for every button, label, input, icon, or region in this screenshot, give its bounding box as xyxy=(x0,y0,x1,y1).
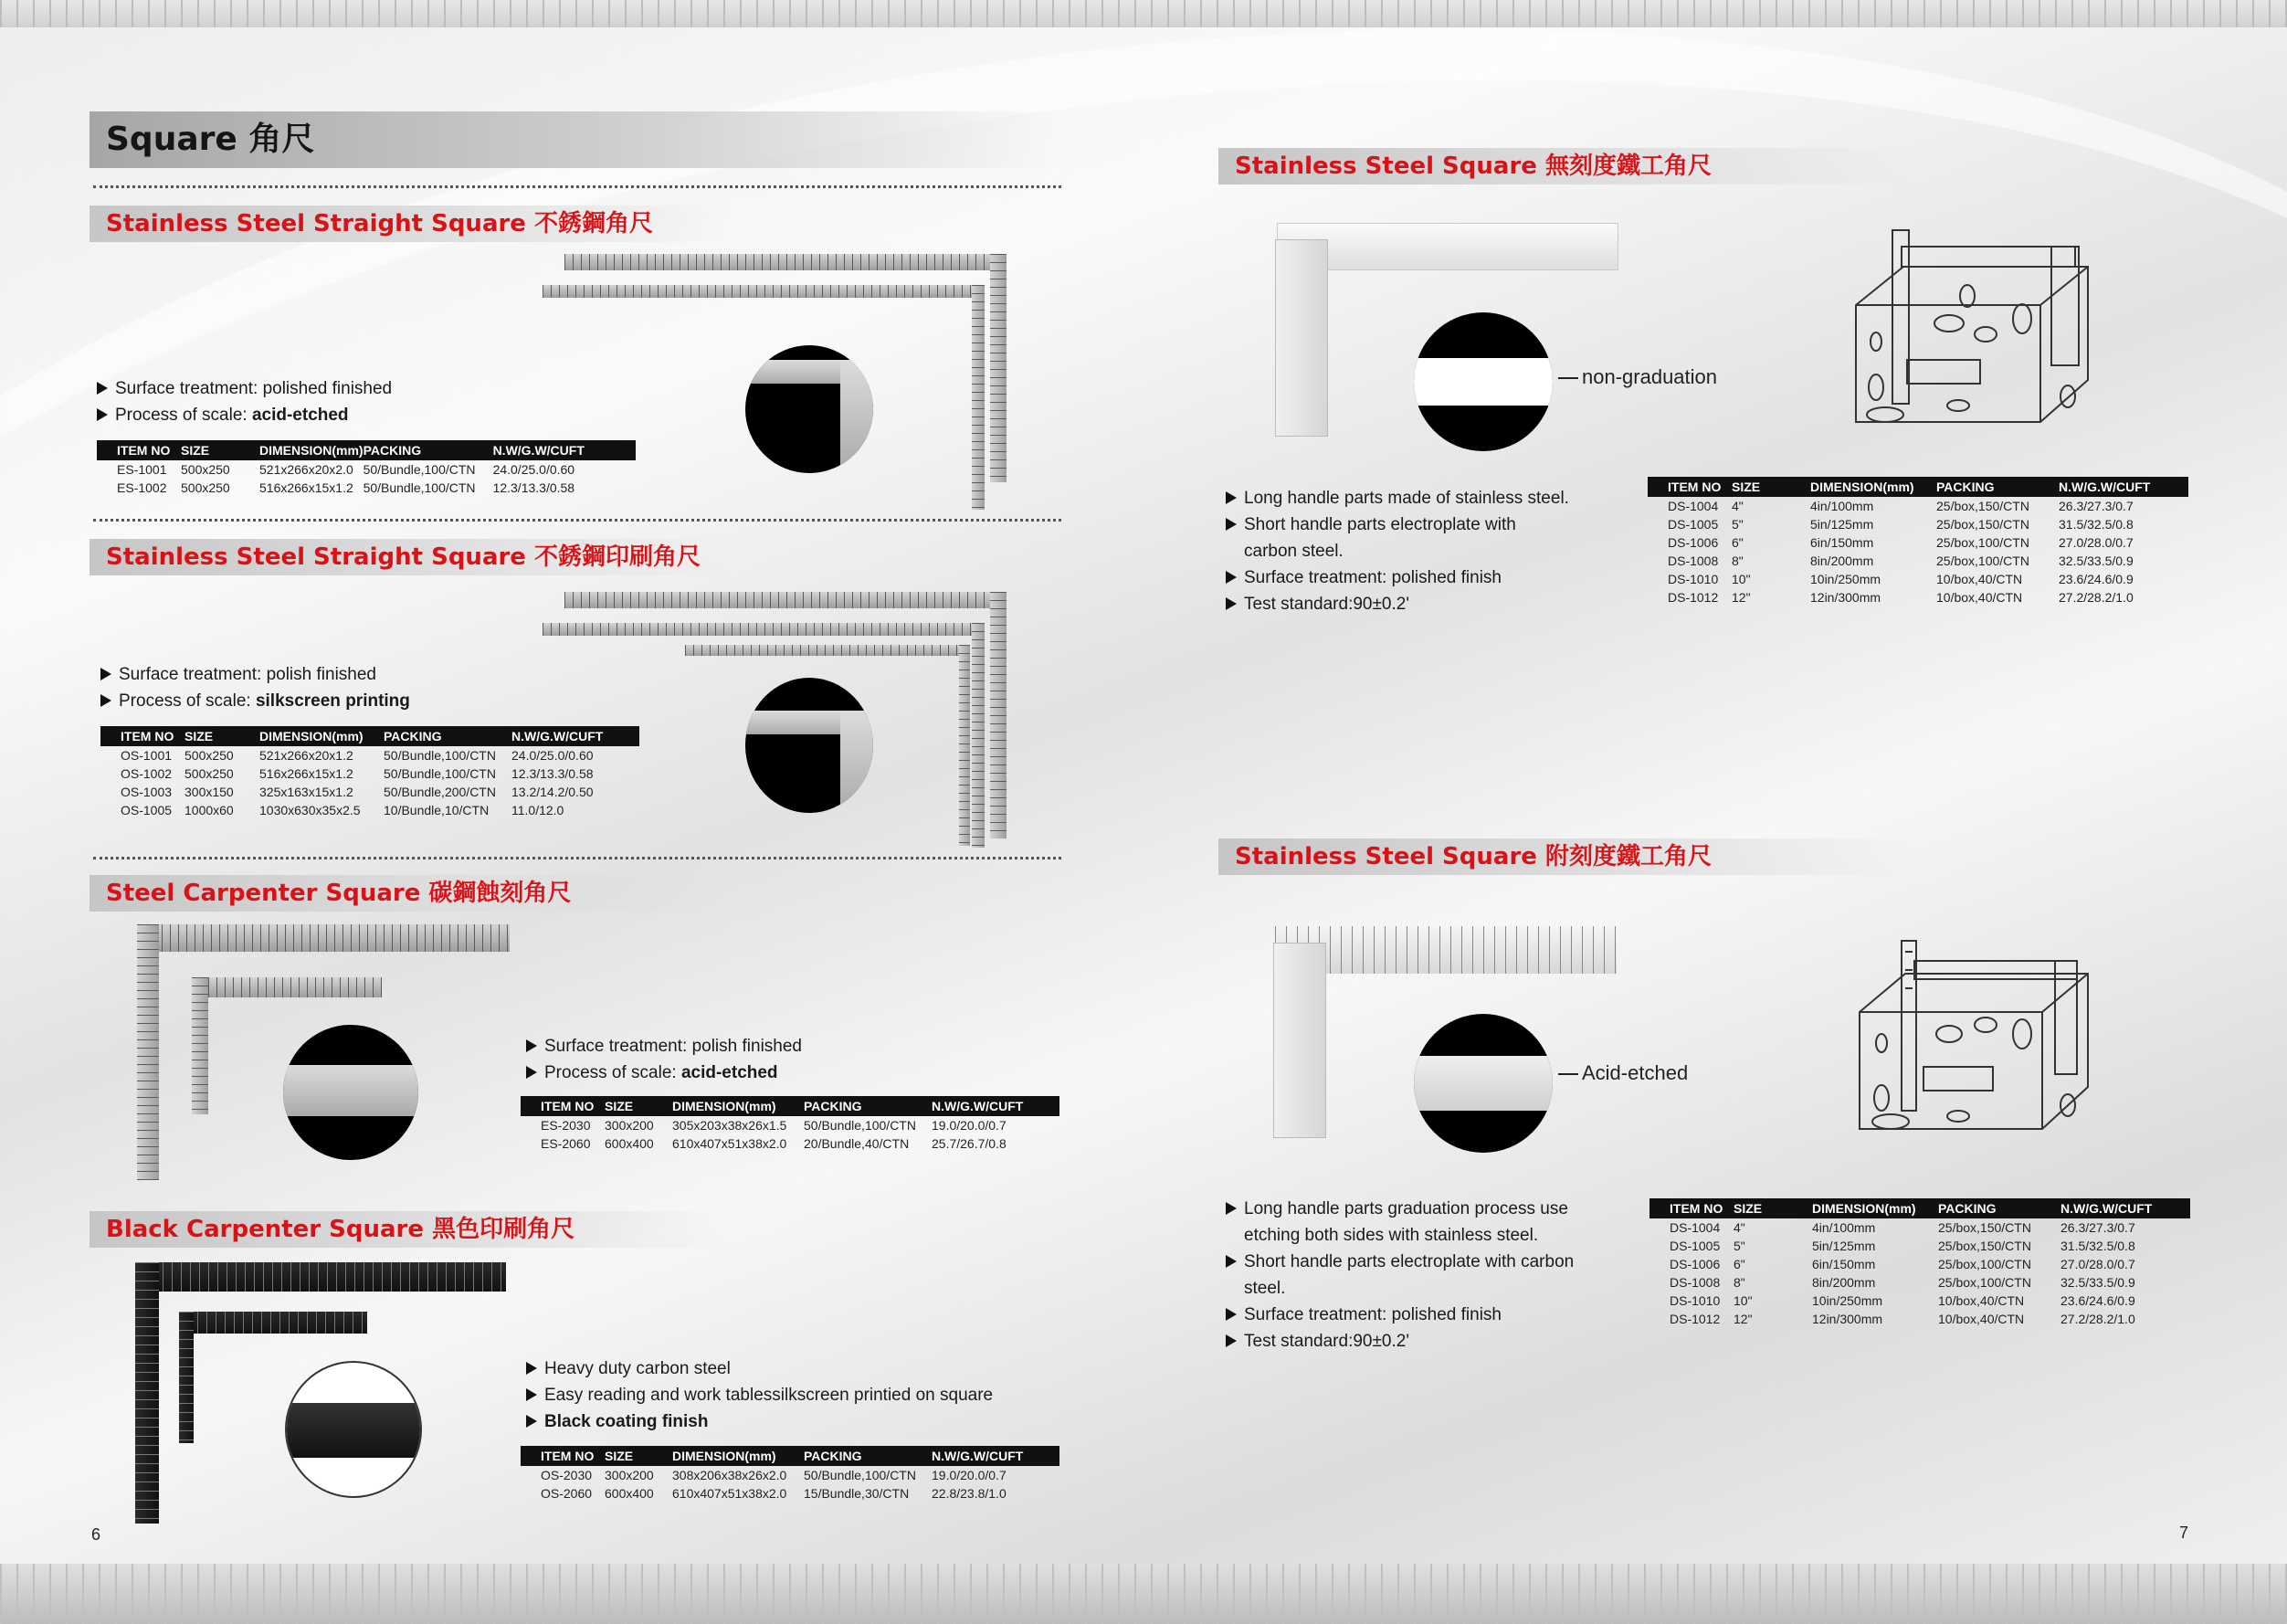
top-ruler-border xyxy=(0,0,2287,27)
page-title: Square 角尺 xyxy=(90,111,1059,168)
table-row: DS-1006 6" 6in/150mm 25/box,100/CTN 27.0/28.0/0.7 xyxy=(1670,1257,2135,1271)
feature-item: Easy reading and work tablessilkscreen printied on square xyxy=(524,1382,993,1408)
feature-item: Surface treatment: polish finished xyxy=(524,1033,802,1060)
feature-list xyxy=(524,1355,993,1435)
feature-item: Long handle parts graduation process use xyxy=(1224,1196,1574,1222)
table-row: DS-1008 8" 8in/200mm 25/box,100/CTN 32.5/33.5/0.9 xyxy=(1668,554,2134,568)
divider xyxy=(93,185,1061,188)
spec-table xyxy=(521,1096,1059,1153)
table-header-row: ITEM NO SIZE DIMENSION(mm) PACKING N.W/G.W/CUFT xyxy=(1649,1198,2190,1218)
table-row: DS-1008 8" 8in/200mm 25/box,100/CTN 32.5/33.5/0.9 xyxy=(1670,1275,2135,1290)
feature-item: carbon steel. xyxy=(1244,542,1344,561)
feature-item: Process of scale: acid-etched xyxy=(95,402,392,428)
table-header-row: ITEM NO SIZE DIMENSION(mm) PACKING N.W/G.W/CUFT xyxy=(521,1096,1059,1116)
callout-label: non-graduation xyxy=(1558,365,1717,389)
table-row: DS-1004 4" 4in/100mm 25/box,150/CTN 26.3/27.3/0.7 xyxy=(1670,1220,2135,1235)
table-header-row: ITEM NO SIZE DIMENSION(mm) PACKING N.W/G.W/CUFT xyxy=(521,1446,1059,1466)
table-row: ES-1001 500x250 521x266x20x2.0 50/Bundle,100/CTN 24.0/25.0/0.60 xyxy=(117,462,575,477)
section-title: Stainless Steel Straight Square 不銹鋼印刷角尺 xyxy=(90,539,729,575)
feature-item: Surface treatment: polished finish xyxy=(1224,1302,1574,1328)
feature-item: steel. xyxy=(1244,1279,1286,1298)
table-row: OS-1005 1000x60 1030x630x35x2.5 10/Bundle,10/CTN 11.0/12.0 xyxy=(121,803,564,817)
feature-item: Heavy duty carbon steel xyxy=(524,1355,993,1382)
feature-item: Process of scale: silkscreen printing xyxy=(99,688,410,714)
table-header-row: ITEM NO SIZE DIMENSION(mm) PACKING N.W/G.W/CUFT xyxy=(100,726,639,746)
table-header-row: ITEM NO SIZE DIMENSION(mm) PACKING N.W/G.W/CUFT xyxy=(1648,477,2188,497)
table-row: ES-1002 500x250 516x266x15x1.2 50/Bundle,100/CTN 12.3/13.3/0.58 xyxy=(117,480,575,495)
feature-item: Test standard:90±0.2' xyxy=(1224,591,1569,617)
technical-drawing xyxy=(1849,223,2104,431)
table-row: DS-1006 6" 6in/150mm 25/box,100/CTN 27.0/28.0/0.7 xyxy=(1668,535,2134,550)
table-row: OS-1002 500x250 516x266x15x1.2 50/Bundle,100/CTN 12.3/13.3/0.58 xyxy=(121,766,594,781)
table-row: DS-1010 10" 10in/250mm 10/box,40/CTN 23.6/24.6/0.9 xyxy=(1668,572,2134,586)
feature-list xyxy=(1224,485,1569,617)
table-row: DS-1005 5" 5in/125mm 25/box,150/CTN 31.5/32.5/0.8 xyxy=(1670,1239,2135,1253)
callout-label: Acid-etched xyxy=(1558,1061,1688,1085)
feature-list xyxy=(524,1033,802,1086)
table-row: ES-2060 600x400 610x407x51x38x2.0 20/Bundle,40/CTN 25.7/26.7/0.8 xyxy=(541,1136,1006,1151)
table-row: DS-1010 10" 10in/250mm 10/box,40/CTN 23.6/24.6/0.9 xyxy=(1670,1293,2135,1308)
page-number-right: 7 xyxy=(2179,1524,2189,1542)
section-title: Stainless Steel Square 無刻度鐵工角尺 xyxy=(1218,148,1913,185)
divider xyxy=(93,519,1061,522)
table-row: OS-2060 600x400 610x407x51x38x2.0 15/Bundle,30/CTN 22.8/23.8/1.0 xyxy=(541,1486,1006,1501)
feature-item: Process of scale: acid-etched xyxy=(524,1060,802,1086)
feature-item: Black coating finish xyxy=(524,1408,993,1435)
section-title: Steel Carpenter Square 碳鋼蝕刻角尺 xyxy=(90,875,729,912)
section-title: Stainless Steel Square 附刻度鐵工角尺 xyxy=(1218,838,1913,875)
feature-list xyxy=(1224,1196,1574,1355)
table-row: DS-1012 12" 12in/300mm 10/box,40/CTN 27.2/28.2/1.0 xyxy=(1668,590,2134,605)
feature-item: Short handle parts electroplate with carbon xyxy=(1224,1249,1574,1275)
divider xyxy=(93,857,1061,859)
bottom-ruler-border xyxy=(0,1564,2287,1624)
technical-drawing xyxy=(1849,933,2104,1138)
feature-item: Surface treatment: polish finished xyxy=(99,661,410,688)
page-number-left: 6 xyxy=(91,1525,101,1544)
spec-table xyxy=(1649,1198,2190,1328)
table-row: ES-2030 300x200 305x203x38x26x1.5 50/Bundle,100/CTN 19.0/20.0/0.7 xyxy=(541,1118,1006,1133)
feature-item: Surface treatment: polished finish xyxy=(1224,564,1569,591)
feature-item: Long handle parts made of stainless steel. xyxy=(1224,485,1569,511)
table-row: OS-2030 300x200 308x206x38x26x2.0 50/Bundle,100/CTN 19.0/20.0/0.7 xyxy=(541,1468,1006,1482)
table-row: OS-1003 300x150 325x163x15x1.2 50/Bundle,200/CTN 13.2/14.2/0.50 xyxy=(121,785,594,799)
section-title: Stainless Steel Straight Square 不銹鋼角尺 xyxy=(90,206,729,242)
feature-item: Test standard:90±0.2' xyxy=(1224,1328,1574,1355)
spec-table xyxy=(97,440,636,497)
table-header-row: ITEM NO SIZE DIMENSION(mm) PACKING N.W/G.W/CUFT xyxy=(97,440,636,460)
table-row: OS-1001 500x250 521x266x20x1.2 50/Bundle,100/CTN 24.0/25.0/0.60 xyxy=(121,748,594,763)
section-title: Black Carpenter Square 黑色印刷角尺 xyxy=(90,1211,729,1248)
table-row: DS-1012 12" 12in/300mm 10/box,40/CTN 27.2/28.2/1.0 xyxy=(1670,1312,2135,1326)
feature-list xyxy=(99,661,410,714)
spec-table xyxy=(521,1446,1059,1503)
feature-list xyxy=(95,375,392,428)
feature-item: Surface treatment: polished finished xyxy=(95,375,392,402)
spec-table xyxy=(1648,477,2188,606)
table-row: DS-1004 4" 4in/100mm 25/box,150/CTN 26.3/27.3/0.7 xyxy=(1668,499,2134,513)
table-row: DS-1005 5" 5in/125mm 25/box,150/CTN 31.5/32.5/0.8 xyxy=(1668,517,2134,532)
spec-table xyxy=(100,726,639,819)
feature-item: Short handle parts electroplate with xyxy=(1224,511,1569,538)
feature-item: etching both sides with stainless steel. xyxy=(1244,1226,1539,1245)
